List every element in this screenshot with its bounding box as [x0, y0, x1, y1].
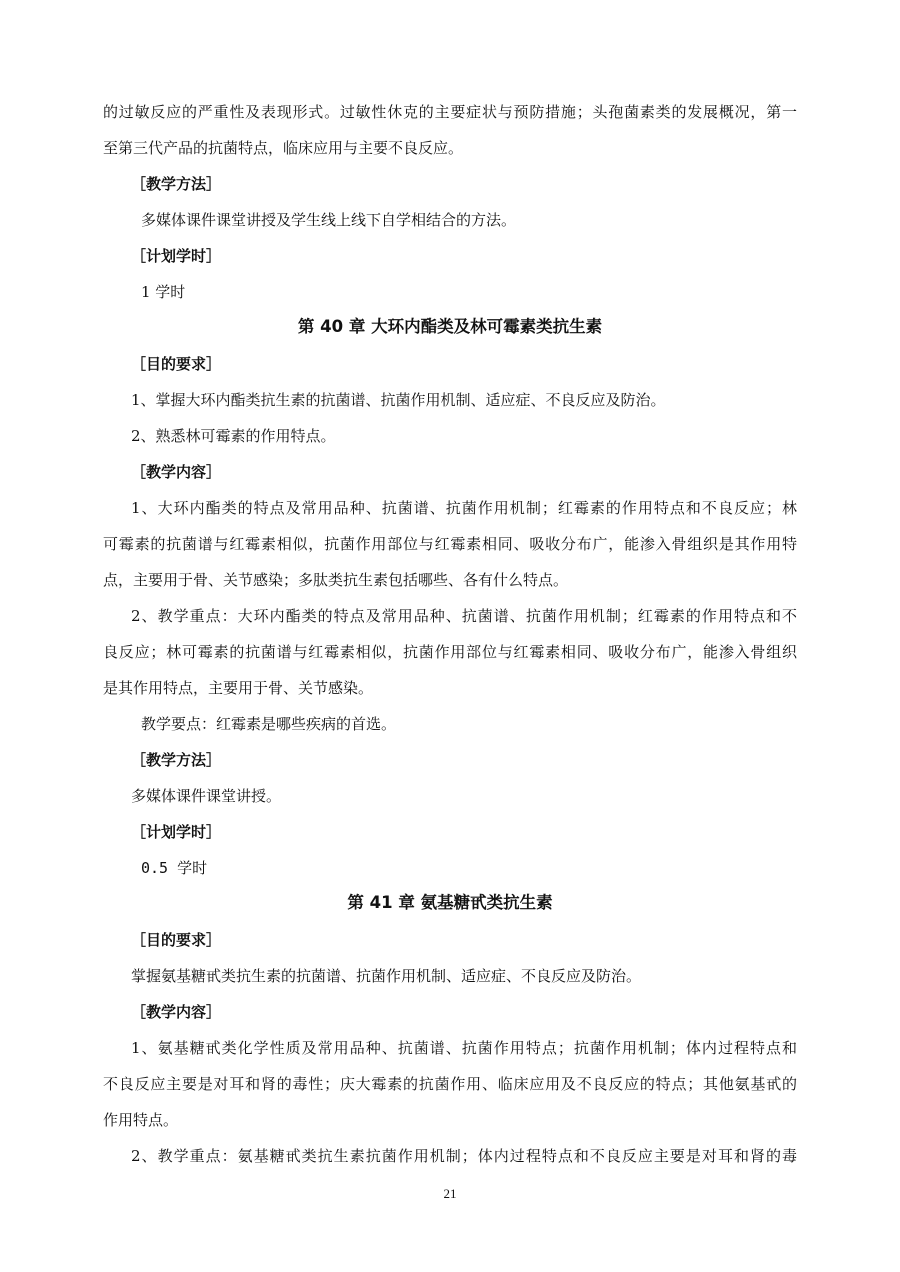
paragraph-line: 点，主要用于骨、关节感染；多肽类抗生素包括哪些、各有什么特点。 — [103, 571, 569, 589]
paragraph-line: 教学要点：红霉素是哪些疾病的首选。 — [141, 715, 397, 733]
paragraph-line: 的过敏反应的严重性及表现形式。过敏性休克的主要症状与预防措施；头孢菌素类的发展概况，第一 — [103, 103, 797, 121]
paragraph-line: 2、教学重点：大环内酯类的特点及常用品种、抗菌谱、抗菌作用机制；红霉素的作用特点和不 — [131, 607, 797, 625]
paragraph-line: 1、氨基糖甙类化学性质及常用品种、抗菌谱、抗菌作用特点；抗菌作用机制；体内过程特点和 — [131, 1039, 797, 1057]
paragraph-line: 至第三代产品的抗菌特点，临床应用与主要不良反应。 — [103, 139, 464, 157]
paragraph-line: 不良反应主要是对耳和肾的毒性；庆大霉素的抗菌作用、临床应用及不良反应的特点；其他氨基甙的 — [103, 1075, 797, 1093]
paragraph-line: 多媒体课件课堂讲授。 — [131, 787, 282, 805]
section-heading-content: ［教学内容］ — [131, 463, 222, 481]
paragraph-line: 1、掌握大环内酯类抗生素的抗菌谱、抗菌作用机制、适应症、不良反应及防治。 — [131, 391, 666, 409]
paragraph-line: 作用特点。 — [103, 1111, 179, 1129]
section-heading-teaching-method: ［教学方法］ — [131, 751, 222, 769]
paragraph-line: 1、大环内酯类的特点及常用品种、抗菌谱、抗菌作用机制；红霉素的作用特点和不良反应；林 — [131, 499, 797, 517]
chapter-40-title: 第 40 章 大环内酯类及林可霉素类抗生素 — [297, 317, 603, 336]
chapter-41-title: 第 41 章 氨基糖甙类抗生素 — [347, 893, 553, 912]
section-heading-content: ［教学内容］ — [131, 1003, 222, 1021]
page-number: 21 — [443, 1186, 457, 1201]
section-heading-planned-hours: ［计划学时］ — [131, 823, 222, 841]
section-heading-planned-hours: ［计划学时］ — [131, 247, 222, 265]
paragraph-line: 可霉素的抗菌谱与红霉素相似，抗菌作用部位与红霉素相同、吸收分布广，能渗入骨组织是其作用特 — [103, 535, 797, 553]
section-heading-objectives: ［目的要求］ — [131, 355, 222, 373]
paragraph-line: 良反应；林可霉素的抗菌谱与红霉素相似，抗菌作用部位与红霉素相同、吸收分布广，能渗入骨组织 — [103, 643, 797, 661]
planned-hours-value: 0.5 学时 — [141, 859, 208, 877]
planned-hours-value: 1 学时 — [141, 283, 186, 301]
paragraph-line: 2、熟悉林可霉素的作用特点。 — [131, 427, 336, 445]
section-heading-teaching-method: ［教学方法］ — [131, 175, 222, 193]
paragraph-line: 是其作用特点，主要用于骨、关节感染。 — [103, 679, 374, 697]
paragraph-line: 掌握氨基糖甙类抗生素的抗菌谱、抗菌作用机制、适应症、不良反应及防治。 — [131, 967, 642, 985]
section-heading-objectives: ［目的要求］ — [131, 931, 222, 949]
paragraph-line: 多媒体课件课堂讲授及学生线上线下自学相结合的方法。 — [141, 211, 517, 229]
paragraph-line: 2、教学重点：氨基糖甙类抗生素抗菌作用机制；体内过程特点和不良反应主要是对耳和肾的毒 — [131, 1147, 797, 1165]
